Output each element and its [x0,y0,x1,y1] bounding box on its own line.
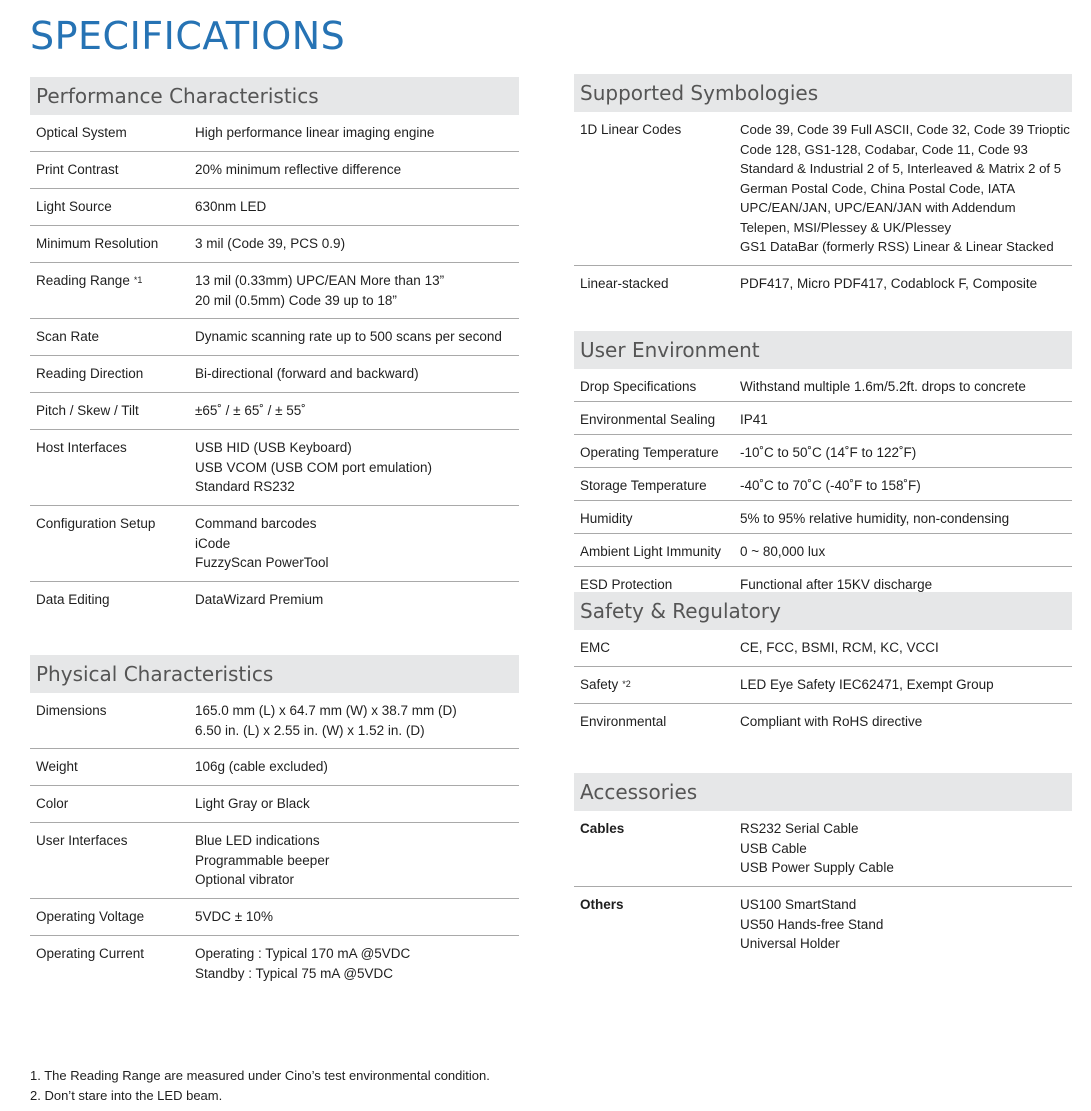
spec-value: 13 mil (0.33mm) UPC/EAN More than 13” 20 mil (0.5mm) Code 39 up to 18” [195,273,445,308]
spec-row-reading-direction [30,356,519,393]
spec-row-dimensions [30,693,519,749]
spec-value: PDF417, Micro PDF417, Codablock F, Composite [740,276,1038,291]
spec-row-emc [574,630,1072,667]
spec-value: US100 SmartStand US50 Hands-free Stand Universal Holder [740,897,884,951]
spec-value: IP41 [740,412,768,427]
spec-label: User Interfaces [36,833,128,848]
spec-label: Storage Temperature [580,478,707,493]
spec-label: Optical System [36,125,127,140]
accessories-header: Accessories [574,773,1072,811]
spec-row-pitch-skew-tilt [30,393,519,430]
spec-label: 1D Linear Codes [580,122,682,137]
footnote-2: 2. Don’t stare into the LED beam. [30,1088,223,1103]
spec-label: Dimensions [36,703,107,718]
spec-value: Blue LED indications Programmable beeper Optional vibrator [195,833,330,887]
spec-label-text: Reading Range [36,273,130,288]
spec-value: CE, FCC, BSMI, RCM, KC, VCCI [740,640,939,655]
spec-value: Operating : Typical 170 mA @5VDC Standby : Typical 75 mA @5VDC [195,946,411,981]
spec-value: 20% minimum reflective difference [195,162,402,177]
physical-section [30,655,519,991]
spec-label: Configuration Setup [36,516,156,531]
accessories-section [574,773,1072,962]
spec-label: Cables [580,821,625,836]
spec-value: Dynamic scanning rate up to 500 scans per second [195,329,502,344]
performance-table [30,115,519,618]
spec-value: USB HID (USB Keyboard) USB VCOM (USB COM port emulation) Standard RS232 [195,440,433,494]
symbologies-table [574,112,1072,302]
spec-label: Drop Specifications [580,379,697,394]
spec-row-color [30,786,519,823]
spec-value: Bi-directional (forward and backward) [195,366,419,381]
spec-row-environmental [574,704,1072,740]
spec-row-data-editing [30,582,519,618]
footnote-ref: *2 [622,679,631,689]
spec-value: DataWizard Premium [195,592,324,607]
spec-label: EMC [580,640,610,655]
spec-row-ambient-light-immunity [574,534,1072,567]
safety-table [574,630,1072,740]
left-column [30,77,519,991]
right-column [574,74,1072,962]
spec-value: 3 mil (Code 39, PCS 0.9) [195,236,346,251]
spec-value: Command barcodes iCode FuzzyScan PowerTool [195,516,329,570]
spec-value: LED Eye Safety IEC62471, Exempt Group [740,677,994,692]
environment-section [574,331,1072,592]
symbologies-header: Supported Symbologies [574,74,1072,112]
spec-label: Linear-stacked [580,276,669,291]
spec-row-optical-system [30,115,519,152]
spec-row-host-interfaces [30,430,519,506]
physical-table [30,693,519,991]
safety-header: Safety & Regulatory [574,592,1072,630]
spec-row-storage-temperature [574,468,1072,501]
footnote-1: 1. The Reading Range are measured under Cino’s test environmental condition. [30,1068,490,1083]
spec-label-text: Safety [580,677,619,692]
spec-value: Compliant with RoHS directive [740,714,923,729]
spec-row-minimum-resolution [30,226,519,263]
spec-label: Data Editing [36,592,110,607]
spec-value: 5VDC ± 10% [195,909,273,924]
spec-row-light-source [30,189,519,226]
spec-label: Color [36,796,69,811]
spec-label [36,271,195,310]
physical-header: Physical Characteristics [30,655,519,693]
symbologies-section [574,74,1072,331]
spec-label: Pitch / Skew / Tilt [36,403,139,418]
page-title: SPECIFICATIONS [30,14,346,58]
spec-value: -40˚C to 70˚C (-40˚F to 158˚F) [740,478,921,493]
spec-label: Operating Temperature [580,445,719,460]
spec-value: -10˚C to 50˚C (14˚F to 122˚F) [740,445,917,460]
spec-value: Light Gray or Black [195,796,310,811]
footnote-ref: *1 [133,275,143,285]
spec-row-drop-specifications [574,369,1072,402]
spec-value: 165.0 mm (L) x 64.7 mm (W) x 38.7 mm (D) 6.50 in. (L) x 2.55 in. (W) x 1.52 in. (D) [195,703,457,738]
environment-table [574,369,1072,599]
spec-label: ESD Protection [580,577,673,592]
spec-row-operating-voltage [30,899,519,936]
spec-row-user-interfaces [30,823,519,899]
spec-label: Reading Direction [36,366,144,381]
performance-header: Performance Characteristics [30,77,519,115]
spec-row-print-contrast [30,152,519,189]
spec-label: Light Source [36,199,112,214]
spec-row-operating-current [30,936,519,991]
safety-section [574,592,1072,773]
spec-label: Environmental [580,714,667,729]
spec-label: Environmental Sealing [580,412,716,427]
spec-row-environmental-sealing [574,402,1072,435]
spec-row-cables [574,811,1072,887]
spec-row-configuration-setup [30,506,519,582]
spec-value: 5% to 95% relative humidity, non-condensing [740,511,1010,526]
spec-value: High performance linear imaging engine [195,125,435,140]
spec-label: Scan Rate [36,329,100,344]
spec-label: Operating Current [36,946,145,961]
spec-value: 0 ~ 80,000 lux [740,544,826,559]
footnotes [30,1066,490,1106]
performance-section [30,77,519,624]
spec-row-scan-rate [30,319,519,356]
spec-row-reading-range [30,263,519,319]
environment-header: User Environment [574,331,1072,369]
spec-value: Functional after 15KV discharge [740,577,933,592]
spec-label: Print Contrast [36,162,119,177]
spec-value: ±65˚ / ± 65˚ / ± 55˚ [195,403,306,418]
spec-row-others [574,887,1072,962]
spec-label: Minimum Resolution [36,236,159,251]
spec-row-operating-temperature [574,435,1072,468]
spec-row-safety [574,667,1072,704]
spec-label: Others [580,897,624,912]
spec-value: 630nm LED [195,199,267,214]
spec-label [580,675,740,695]
spec-label: Humidity [580,511,633,526]
spec-label: Ambient Light Immunity [580,544,722,559]
accessories-table [574,811,1072,962]
spec-value: RS232 Serial Cable USB Cable USB Power Supply Cable [740,821,894,875]
spec-label: Operating Voltage [36,909,145,924]
spec-value: 106g (cable excluded) [195,759,328,774]
spec-label: Host Interfaces [36,440,127,455]
spec-row-humidity [574,501,1072,534]
spec-value: Withstand multiple 1.6m/5.2ft. drops to concrete [740,379,1026,394]
spec-label: Weight [36,759,78,774]
spec-row-linear-stacked [574,266,1072,302]
spec-value: Code 39, Code 39 Full ASCII, Code 32, Code 39 Trioptic Code 128, GS1-128, Codabar, Code 11, Code 93 Standard & Industrial 2 of 5, Interleaved & Matrix 2 of 5 German Postal Code, China Postal Code, IATA UPC/EAN/JAN, UPC/EAN/JAN with Addendum Telepen, MSI/Plessey & UK/Plessey GS1 DataBar (formerly RSS) Linear & Linear Stacked [740,122,1070,254]
spec-row-weight [30,749,519,786]
spec-row-1d-linear-codes [574,112,1072,266]
